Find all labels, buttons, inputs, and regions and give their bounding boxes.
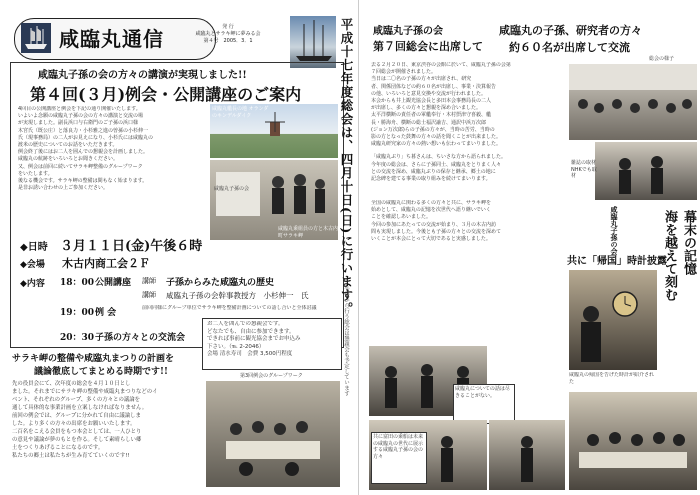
- section2-title-2: 議論徹底してまとめる時期です!!: [34, 367, 168, 377]
- note-cost: 会場 清水寿司 会費 3,500円程度: [207, 351, 293, 357]
- date-value: ３月１１日(金)午後６時: [60, 239, 203, 254]
- ship-photo: [290, 16, 336, 68]
- article-line: 当日は二〇名の子孫の方々が出席され、研究: [371, 76, 472, 83]
- audience-icon: [569, 64, 697, 140]
- intro-line: 咸臨丸の航跡をいろいろとお聞きください。: [18, 156, 119, 163]
- groupwork-photo: [206, 381, 340, 487]
- article-line: 問も実現しました。今後とも子孫の方々との交流を深めて: [371, 228, 502, 235]
- issue-number: 第４号 2005．3．1: [203, 38, 253, 44]
- clock-icon: [569, 270, 657, 370]
- intro-line: いよいよ念願の咸臨丸子孫の会の方々の講演と交流の場: [18, 113, 144, 120]
- intro-line: 4回目の公開講座と例会を下記の通り開催いたします。: [18, 106, 141, 112]
- intro-line: 渡米の歴史についてのお話をいただきます。: [18, 142, 118, 149]
- photo-caption-windmill: 咸臨丸艦長の地 オランダのキンデルダイク: [212, 106, 269, 119]
- date-label: ◆日時: [20, 242, 48, 253]
- item-1-speaker: 咸臨丸子孫の会幹事教授方 小杉伸一 氏: [166, 291, 309, 300]
- article-line: 始めとして、咸臨丸の記憶を次世代へ語り継いでいく: [371, 207, 491, 214]
- section2-line: 先の役員会にて、次年度の総会を４月１０日とし: [12, 381, 131, 387]
- article-line: 咸臨丸研究家の方々の熱い想いも伝わってまいりました。: [371, 141, 501, 148]
- section2-line: 二百名をこえる会員をもつ本会としては、一人ひとり: [12, 429, 142, 435]
- item-2-label: 例 会: [95, 308, 117, 318]
- speech-photo: [489, 420, 565, 490]
- item-1-role-2: 講師: [142, 291, 156, 299]
- section2-body: [12, 380, 202, 490]
- general-meeting-subnote: 午後から行う総会は懇親会も予定しています: [343, 286, 349, 396]
- section2-line: 土をつくりあげることになるのです。: [12, 445, 104, 451]
- right-page: [358, 0, 700, 495]
- article-line: 本会からも井上観光協会長と多田本会事務局長の二人: [371, 98, 492, 105]
- section2-line: の意見や議論が夢のもとを作る。そして素晴らしい郷: [12, 437, 142, 443]
- general-meeting-notice: 平成十七年度総会は、四月十日(日)に行います。: [339, 18, 354, 316]
- dinner-party-icon: [569, 392, 697, 490]
- article-line: 長・勝海舟、横断の総士福沢諭吉、通訳中浜万次郎: [371, 119, 487, 126]
- article-line: 去る２月２０日、東京渋谷の会館に於いて、咸臨丸子孫の会第: [371, 62, 511, 68]
- article-line: の他、いろいろと意見交換や交流が行われました。: [371, 90, 487, 97]
- article-line: 太平洋横断の責任者の軍艦奉行・木村摂津守喜毅、艦: [371, 112, 492, 119]
- clock-photo: [569, 270, 657, 370]
- issue-publisher: 咸臨丸とサラキ岬に夢みる会: [195, 31, 261, 37]
- venue-label: ◆会場: [20, 260, 45, 270]
- item-1-label: 公開講座: [95, 278, 132, 288]
- intro-line: 又、例会は前回に続いてサラキ岬整備のグループワーク: [18, 163, 143, 170]
- article-line: 記念碑を建てる事業の取り組みを続けてまいります。: [371, 176, 491, 183]
- intro-line: 氏（現事務局）の二人がお見えになり、小杉氏には咸臨丸の: [18, 134, 154, 141]
- time-3: 20：30: [60, 333, 95, 343]
- meeting-people-icon: [206, 381, 340, 487]
- item-1-role: 講師: [142, 277, 156, 285]
- content-label: ◆内容: [20, 279, 45, 289]
- caption-box-2: 共に富田の乗船は未来の咸臨丸の世代に展示する咸臨丸子孫の会の方々: [371, 432, 427, 484]
- meeting-hall-photo: [569, 64, 697, 140]
- feature-headline-2: 海を越えて刻む: [662, 210, 677, 301]
- time-1: 18：00: [60, 278, 95, 288]
- article-line: 影の方となった鼓舞の方々の話を聞くことが出来ました。: [371, 134, 502, 141]
- article-body-2: [371, 200, 567, 336]
- section2-line: 前回の例会では、グループに分かれて自由に議論しま: [12, 413, 141, 419]
- tall-ship-icon: [290, 16, 336, 68]
- section2-line: 私たちの郷土は私たちが生み育てていくのです!!: [12, 453, 130, 459]
- article-line: (ジョン万次郎)らの子孫の方々が、当時の苦労、当時の: [371, 126, 495, 133]
- article-head-2b: 約６０名が出席して交流: [509, 41, 630, 54]
- intro-line: 木宮氏（既公庄）と落良力・小杉雅之進の曽孫の小杉伸一: [18, 127, 149, 134]
- feature-headline-1: 幕末の記憶: [681, 210, 696, 275]
- issue-publisher-label: 発 行: [222, 24, 234, 30]
- note-line: できれば事前に観光協会までお申込み: [207, 336, 301, 342]
- item-3-label: 子孫の方々との交流会: [95, 333, 186, 343]
- article-line: 今年度の総会は、さらに子孫同士、咸臨丸をとりまく人々: [371, 161, 502, 168]
- intro-line: 後なる機会です。サラキ岬の整備は間もなく始まります。: [18, 178, 148, 185]
- intro-line: 是非お誘い合わせの上ご参加ください。: [18, 185, 109, 192]
- article-line: 「咸臨丸ぶり」ち暮さんは、ちいさな方から語られました。: [371, 154, 507, 161]
- interview-photo: [595, 142, 697, 200]
- photo-caption-groupwork: 第3回例会のグループワーク: [240, 373, 303, 379]
- event-headline: 第４回(３月)例会・公開講座のご案内: [30, 85, 302, 104]
- note-line: 下さい。（℡ 2-2046）: [207, 343, 265, 350]
- section2-line: 通して具体的な事業計画を立案しなければなりません。: [12, 405, 148, 411]
- article-line: が出席し、多くの方々と懇親を深め合いました。: [371, 105, 482, 112]
- photo-caption-descendants: 咸臨丸子孫の会: [214, 186, 250, 192]
- sailing-ship-icon: [21, 23, 51, 53]
- note-line: お二人を囲んでの懇親会です。: [207, 321, 284, 327]
- issue-info: [168, 24, 288, 45]
- clock-heading: 共に「帰国」時計披露: [567, 256, 667, 267]
- interview-people-icon: [595, 142, 697, 200]
- article-line: ７回総会が開催されました。: [371, 69, 437, 76]
- dinner-photo: [569, 392, 697, 490]
- caption-box-1: 咸臨丸についての話は尽きることがない。: [453, 384, 515, 424]
- photo-caption-sailors: 咸臨丸乗組員の方と木古内町サラキ岬: [278, 226, 339, 239]
- intro-line: 例会終了後にはお二人を囲んでの懇親会を計画しました。: [18, 149, 149, 156]
- photo-caption-interview: 雑誌の取材 NHKでも取材: [571, 160, 597, 179]
- article-line: ことを確認しあいました。: [371, 214, 432, 221]
- section2-line: ました。それまでにサラキ岬の整備や咸臨丸まつりなどのイ: [12, 389, 158, 395]
- article-head-1b: 第７回総会に出席して: [373, 40, 483, 53]
- article-line: 今回の参加にあたっての交流が始まり、３月の木古内訪: [371, 221, 497, 228]
- section2-line: した。より多くの方々の出席をお願いいたします。: [12, 421, 136, 427]
- feature-side-label: 咸臨丸子孫の会: [610, 206, 619, 255]
- intro-line: をいたします。: [18, 170, 53, 177]
- note-line: どなたでも、自由に参加できます。: [207, 328, 295, 335]
- intro-line: が実現しました。副長浜口与右衛門のご子孫の浜口様: [18, 120, 139, 127]
- article-body-1: [371, 62, 567, 200]
- event-banner: 咸臨丸子孫の会の方々の講演が実現しました!!: [38, 70, 247, 81]
- reception-note: [202, 318, 342, 370]
- article-head-2a: 咸臨丸の子孫、研究者の方々: [499, 24, 642, 37]
- section2-line: ベント、それぞれのグループ、多くの方々との議論を: [12, 397, 141, 403]
- clock-caption: 咸臨丸の帰国を告げた時計が紹介された: [569, 372, 655, 386]
- article-line: との交流を深め、咸臨丸ぶりの保存と継承、郷土の地に: [371, 168, 496, 175]
- event-intro: [18, 106, 204, 198]
- section2-title-1: サラキ岬の整備や咸臨丸まつりの計画を: [12, 354, 175, 364]
- article-line: 全国の咸臨丸に関わる多くの方々と共に、サラキ岬を: [371, 200, 492, 206]
- article-line: 者、関係団体などの約６０名が出席し、事業・決算報告: [371, 83, 497, 90]
- item-2-desc: 前回同様にグループ単位でサラキ岬を整備計画についての話し合いと全体討議: [142, 305, 317, 311]
- masthead-title: 咸臨丸通信: [59, 27, 164, 51]
- item-1-title: 子孫からみた咸臨丸の歴史: [166, 278, 275, 288]
- article-head-1a: 咸臨丸子孫の会: [373, 26, 443, 37]
- article-line: いくことが本会にとって大切であると実感しました。: [371, 236, 491, 243]
- time-2: 19：00: [60, 308, 95, 318]
- photo-caption-meeting: 総会の様子: [649, 56, 675, 62]
- venue-value: 木古内商工会２Ｆ: [62, 257, 150, 270]
- speaker-icon: [489, 420, 565, 490]
